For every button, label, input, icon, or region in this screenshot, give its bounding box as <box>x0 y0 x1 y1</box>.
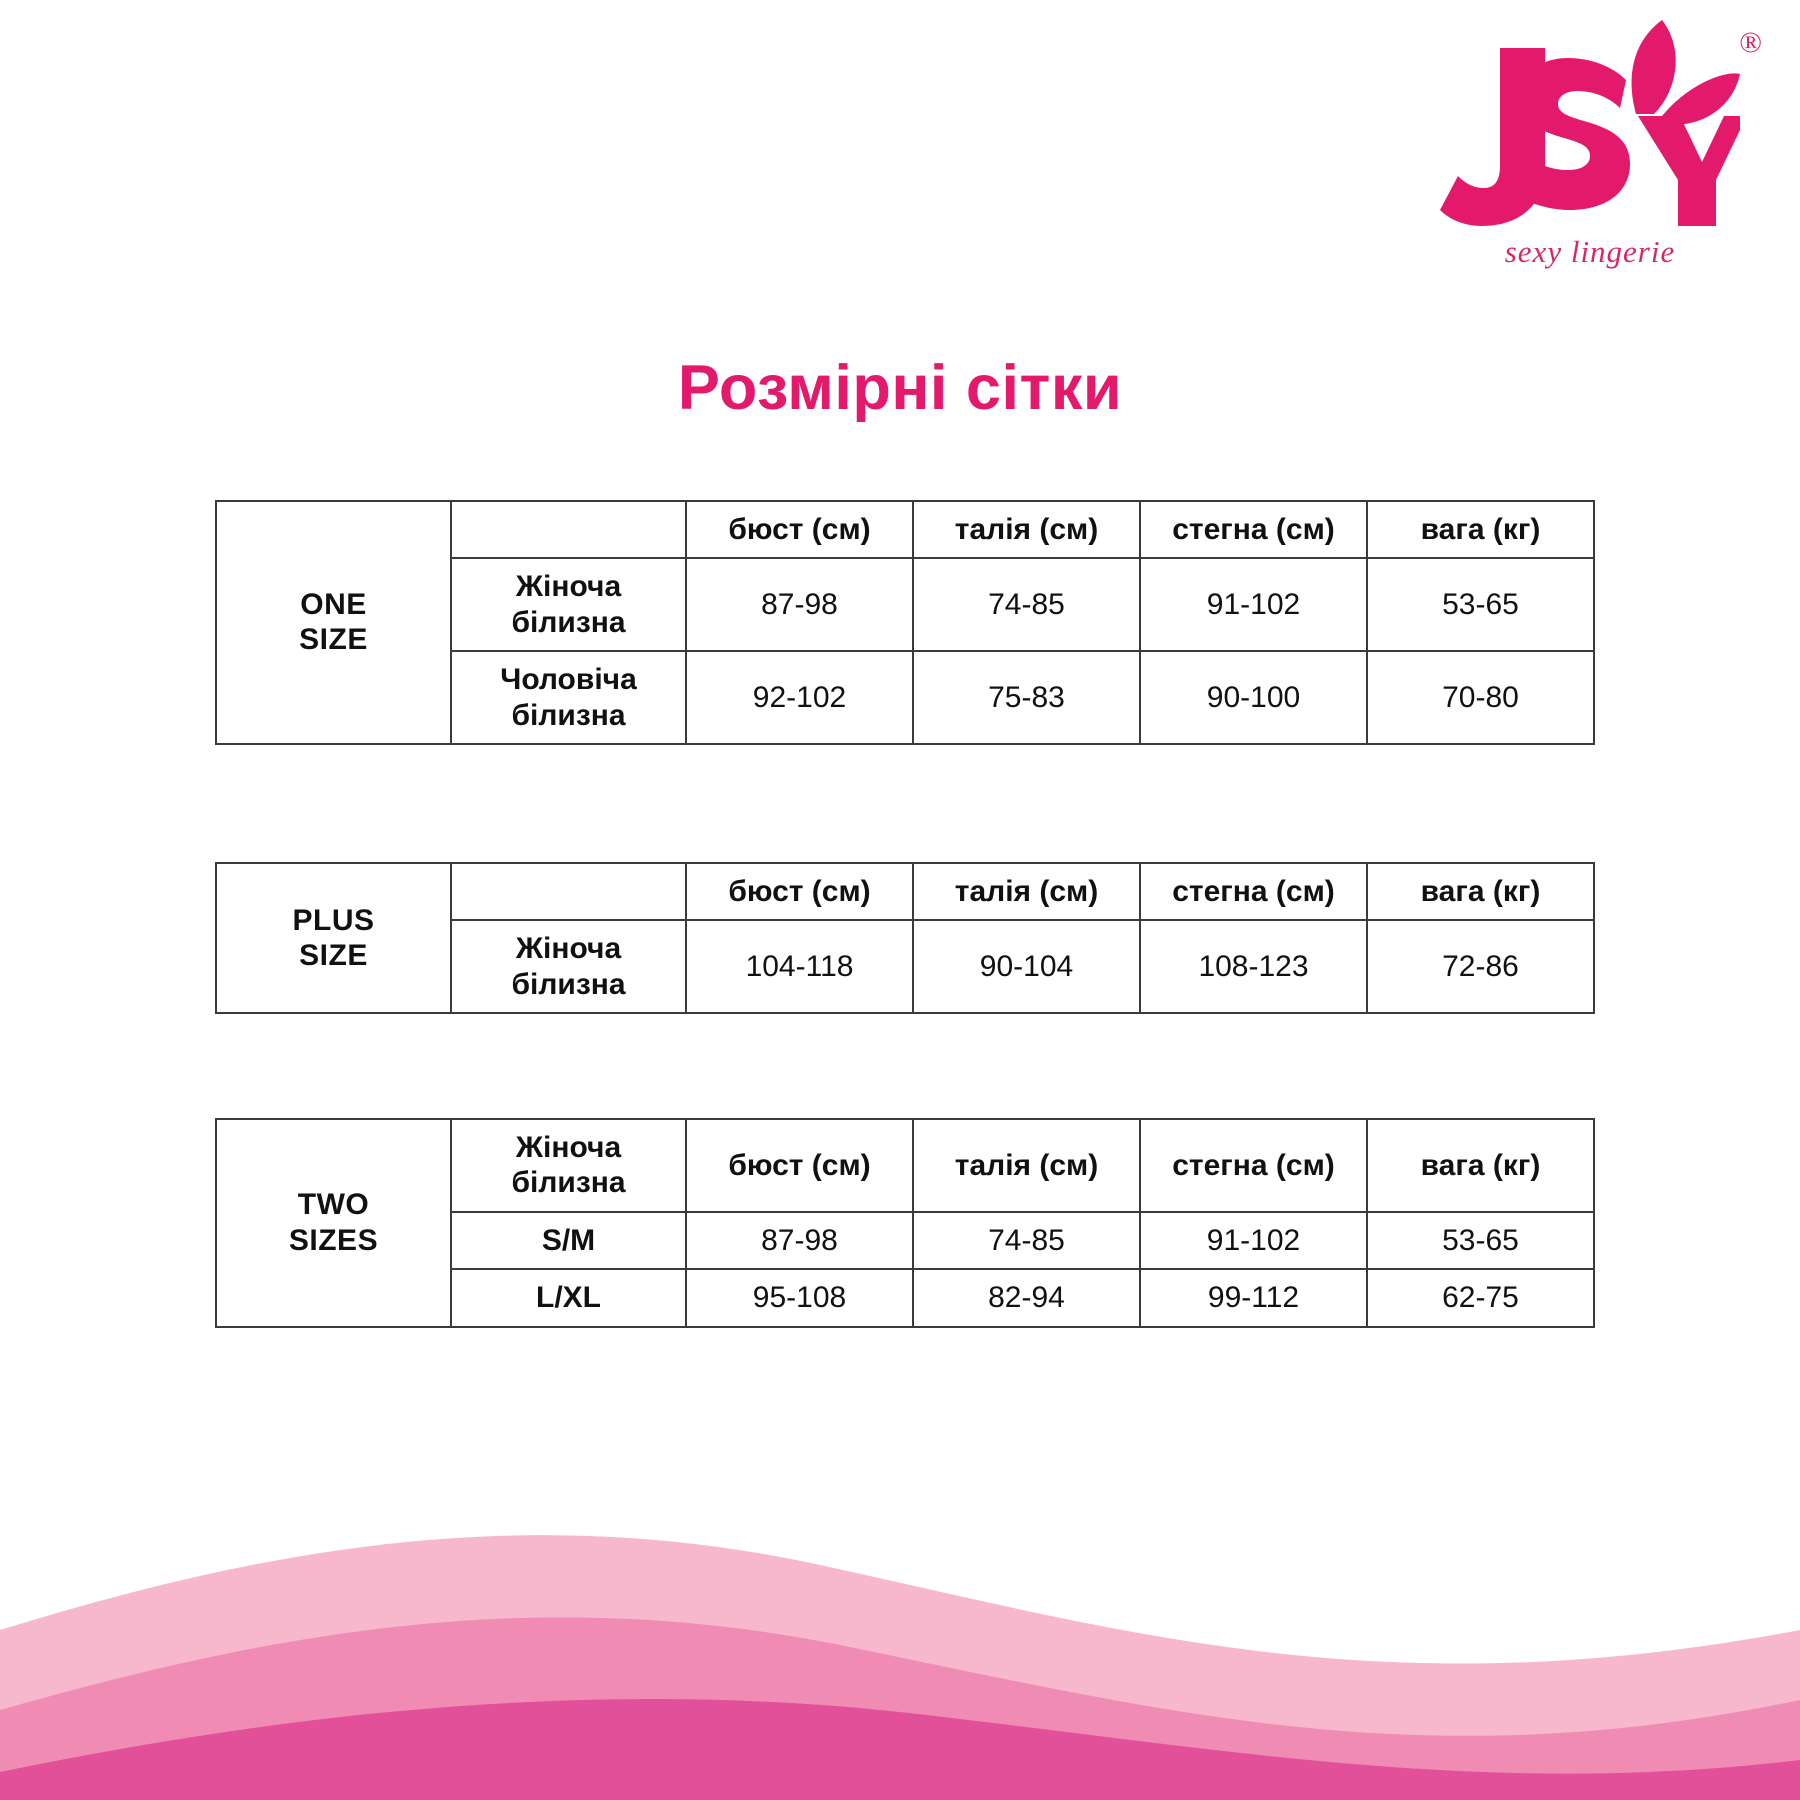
cell-bust: 104-118 <box>686 920 913 1013</box>
cell-hips: 108-123 <box>1140 920 1367 1013</box>
decorative-wave-graphic <box>0 1380 1800 1800</box>
row-label-lxl: L/XL <box>451 1269 686 1326</box>
row-label-mens: Чоловіча білизна <box>451 651 686 744</box>
column-header-waist: талія (см) <box>913 863 1140 920</box>
column-header-hips: стегна (см) <box>1140 501 1367 558</box>
column-header-weight: вага (кг) <box>1367 1119 1594 1212</box>
jsy-logo-icon <box>1440 18 1740 248</box>
cell-bust: 95-108 <box>686 1269 913 1326</box>
registered-trademark-icon: ® <box>1739 26 1762 59</box>
brand-logo <box>1440 18 1762 270</box>
logo-mark <box>1440 18 1762 248</box>
category-line-2: SIZE <box>299 623 368 657</box>
category-line-2: SIZE <box>299 939 368 973</box>
empty-header-cell <box>451 501 686 558</box>
column-header-weight: вага (кг) <box>1367 863 1594 920</box>
column-header-bust: бюст (см) <box>686 1119 913 1212</box>
cell-hips: 91-102 <box>1140 1212 1367 1269</box>
cell-weight: 62-75 <box>1367 1269 1594 1326</box>
cell-hips: 90-100 <box>1140 651 1367 744</box>
two-sizes-table-wrapper <box>215 1118 1595 1328</box>
cell-bust: 87-98 <box>686 558 913 651</box>
plus-size-table-wrapper <box>215 862 1595 1014</box>
category-line-1: TWO <box>297 1188 370 1222</box>
column-header-weight: вага (кг) <box>1367 501 1594 558</box>
table-row <box>216 501 1594 558</box>
empty-header-cell <box>451 863 686 920</box>
cell-hips: 91-102 <box>1140 558 1367 651</box>
cell-weight: 53-65 <box>1367 558 1594 651</box>
cell-weight: 72-86 <box>1367 920 1594 1013</box>
two-sizes-table <box>215 1118 1595 1328</box>
cell-waist: 74-85 <box>913 1212 1140 1269</box>
plus-size-table <box>215 862 1595 1014</box>
category-label-plus-size <box>216 863 451 1013</box>
cell-waist: 74-85 <box>913 558 1140 651</box>
category-label-two-sizes <box>216 1119 451 1327</box>
cell-hips: 99-112 <box>1140 1269 1367 1326</box>
column-header-bust: бюст (см) <box>686 863 913 920</box>
cell-weight: 70-80 <box>1367 651 1594 744</box>
column-header-waist: талія (см) <box>913 501 1140 558</box>
column-header-hips: стегна (см) <box>1140 1119 1367 1212</box>
category-line-2: SIZES <box>288 1223 379 1257</box>
column-header-waist: талія (см) <box>913 1119 1140 1212</box>
brand-tagline: sexy lingerie <box>1504 234 1676 269</box>
row-label-womens: Жіноча білизна <box>451 920 686 1013</box>
table-row <box>216 863 1594 920</box>
category-line-1: PLUS <box>292 903 375 937</box>
cell-waist: 75-83 <box>913 651 1140 744</box>
column-header-hips: стегна (см) <box>1140 863 1367 920</box>
row-label-womens: Жіноча білизна <box>451 558 686 651</box>
category-line-1: ONE <box>300 588 367 622</box>
table-row <box>216 1119 1594 1212</box>
cell-waist: 82-94 <box>913 1269 1140 1326</box>
cell-waist: 90-104 <box>913 920 1140 1013</box>
one-size-table <box>215 500 1595 745</box>
category-label-one-size <box>216 501 451 744</box>
cell-weight: 53-65 <box>1367 1212 1594 1269</box>
column-header-womens: Жіноча білизна <box>451 1119 686 1212</box>
column-header-bust: бюст (см) <box>686 501 913 558</box>
cell-bust: 87-98 <box>686 1212 913 1269</box>
one-size-table-wrapper <box>215 500 1595 745</box>
row-label-sm: S/M <box>451 1212 686 1269</box>
page-title: Розмірні сітки <box>677 353 1123 423</box>
cell-bust: 92-102 <box>686 651 913 744</box>
